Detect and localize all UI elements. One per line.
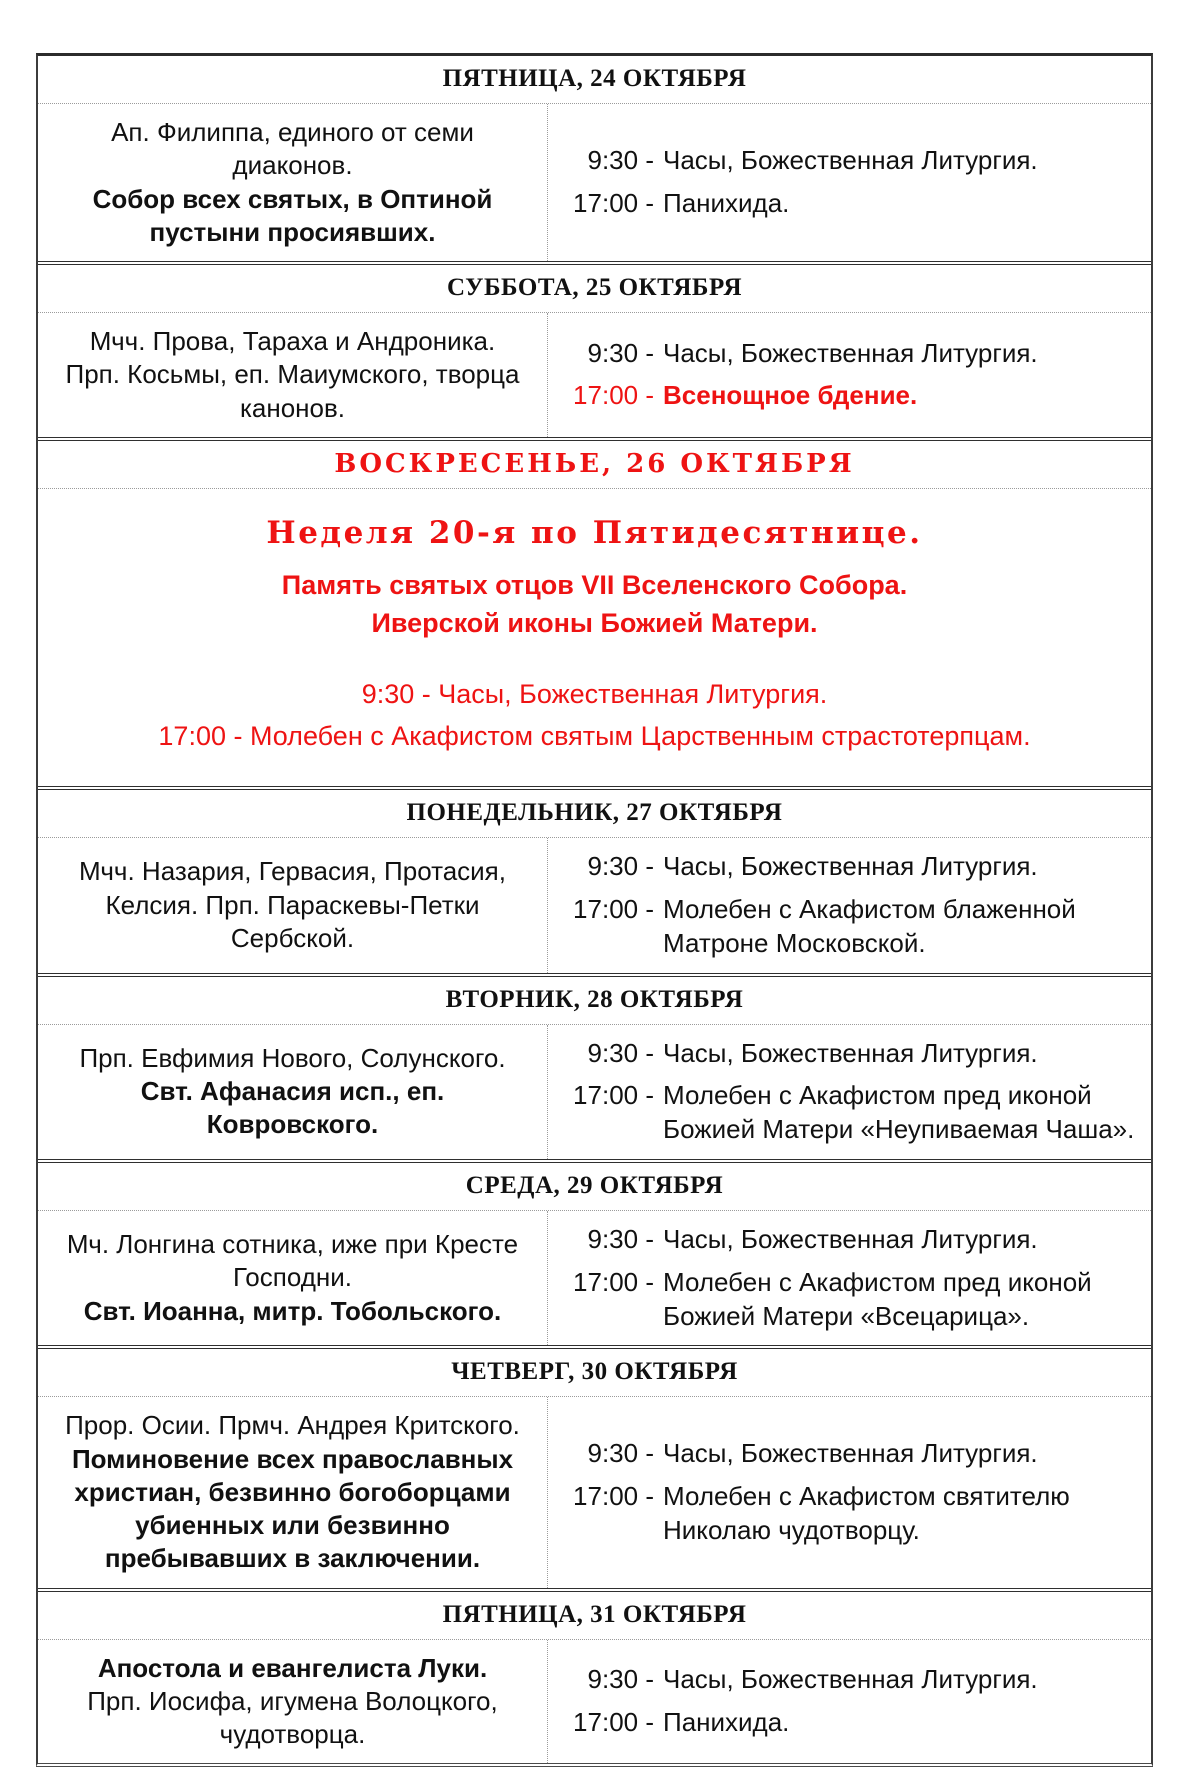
services-cell <box>548 838 1151 972</box>
sunday-body <box>38 488 1151 786</box>
service-time: 9:30 - <box>587 337 654 368</box>
feast-lines <box>50 567 1139 643</box>
saint-line: Апостола и евангелиста Луки. <box>97 1652 488 1683</box>
service-description: Часы, Божественная Литургия. <box>663 1438 1038 1469</box>
services-cell <box>548 1397 1151 1587</box>
day-body <box>38 1639 1151 1764</box>
day-body <box>38 1024 1151 1159</box>
service-description: Панихида. <box>663 1707 790 1738</box>
service-row <box>558 1663 1143 1697</box>
service-description: Часы, Божественная Литургия. <box>663 337 1038 368</box>
service-row <box>558 144 1143 178</box>
feast-title: Неделя 20-я по Пятидесятнице. <box>266 514 923 551</box>
service-description: Часы, Божественная Литургия. <box>663 1223 1038 1254</box>
service-description: Часы, Божественная Литургия. <box>663 1037 1038 1068</box>
day-body <box>38 312 1151 437</box>
services-cell <box>548 1211 1151 1345</box>
service-row <box>558 379 1143 413</box>
service-description: Панихида. <box>663 188 790 219</box>
service-description: Молебен с Акафистом блаженной Матроне Московской. <box>663 893 1076 958</box>
service-schedule-table <box>36 53 1153 1767</box>
service-time: 9:30 - <box>587 1037 654 1068</box>
saints-cell <box>38 104 548 261</box>
service-row <box>558 1079 1143 1147</box>
service-description: Часы, Божественная Литургия. <box>663 145 1038 176</box>
saint-line: Свт. Афанасия исп., еп. Ковровского. <box>140 1076 445 1140</box>
service-time: 17:00 - <box>573 893 654 924</box>
service-time: 17:00 - <box>573 1266 654 1297</box>
service-time: 17:00 - <box>573 380 654 411</box>
service-description: Молебен с Акафистом пред иконой Божией Матери «Неупиваемая Чаша». <box>663 1080 1135 1145</box>
service-time: 17:00 - <box>573 188 654 219</box>
services-cell <box>548 1640 1151 1764</box>
day-section-thursday-30 <box>38 1349 1151 1591</box>
service-time: 17:00 - <box>573 1080 654 1111</box>
saints-cell <box>38 313 548 437</box>
day-section-monday-27 <box>38 790 1151 976</box>
saint-line: Свт. Иоанна, митр. Тобольского. <box>83 1295 502 1326</box>
saint-line: Прп. Иосифа, игумена Волоцкого, чудотворца. <box>87 1685 498 1750</box>
saint-line: Ап. Филиппа, единого от семи диаконов. <box>111 117 474 181</box>
service-time: 9:30 - <box>587 1223 654 1254</box>
saints-cell <box>38 1211 548 1345</box>
day-body <box>38 837 1151 972</box>
services-cell <box>548 104 1151 261</box>
day-section-tuesday-28 <box>38 977 1151 1163</box>
sunday-service-line: 9:30 - Часы, Божественная Литургия. <box>361 679 828 710</box>
service-description: Всенощное бдение. <box>663 380 918 411</box>
service-time: 9:30 - <box>587 1664 654 1695</box>
service-time: 9:30 - <box>587 851 654 882</box>
sunday-services <box>50 674 1139 758</box>
service-row <box>558 1706 1143 1740</box>
day-header: ПЯТНИЦА, 24 ОКТЯБРЯ <box>442 65 747 92</box>
service-time: 17:00 - <box>573 1707 654 1738</box>
day-section-friday-24 <box>38 56 1151 265</box>
saints-cell <box>38 838 548 972</box>
day-header: СУББОТА, 25 ОКТЯБРЯ <box>446 274 743 302</box>
service-row <box>558 1437 1143 1471</box>
services-cell <box>548 1025 1151 1159</box>
service-row <box>558 187 1143 221</box>
sunday-day-header: ВОСКРЕСЕНЬЕ, 26 ОКТЯБРЯ <box>334 448 855 479</box>
service-row <box>558 850 1143 884</box>
day-header: СРЕДА, 29 ОКТЯБРЯ <box>465 1171 724 1199</box>
saint-line: Мчч. Назария, Гервасия, Протасия, Келсия. Прп. Параскевы-Петки Сербской. <box>79 856 506 953</box>
service-description: Часы, Божественная Литургия. <box>663 851 1038 882</box>
saint-line: Мч. Лонгина сотника, иже при Кресте Господни. <box>66 1229 519 1293</box>
service-description: Молебен с Акафистом святителю Николаю чудотворцу. <box>663 1481 1070 1545</box>
day-header: ПОНЕДЕЛЬНИК, 27 ОКТЯБРЯ <box>406 799 783 827</box>
service-row <box>558 1223 1143 1257</box>
service-row <box>558 1266 1143 1334</box>
day-header: ЧЕТВЕРГ, 30 ОКТЯБРЯ <box>451 1358 738 1386</box>
service-row <box>558 1037 1143 1071</box>
saint-line: Поминовение всех православных христиан, безвинно богоборцами убиенных или безвинно пребывавших в заключении. <box>71 1443 514 1574</box>
services-cell <box>548 313 1151 437</box>
feast-line: Иверской иконы Божией Матери. <box>371 607 818 638</box>
saints-cell <box>38 1640 548 1764</box>
day-section-wednesday-29 <box>38 1163 1151 1349</box>
service-row <box>558 337 1143 371</box>
service-description: Часы, Божественная Литургия. <box>663 1664 1038 1695</box>
day-header: ПЯТНИЦА, 31 ОКТЯБРЯ <box>442 1600 747 1628</box>
saints-cell <box>38 1025 548 1159</box>
day-section-saturday-25 <box>38 265 1151 441</box>
day-body <box>38 1210 1151 1345</box>
service-time: 9:30 - <box>587 145 654 176</box>
saints-cell <box>38 1397 548 1587</box>
saint-line: Прп. Косьмы, еп. Маиумского, творца канонов. <box>65 359 520 423</box>
day-header: ВТОРНИК, 28 ОКТЯБРЯ <box>445 985 744 1013</box>
sunday-service-line: 17:00 - Молебен с Акафистом святым Царственным страстотерпцам. <box>158 721 1031 752</box>
service-time: 9:30 - <box>587 1438 654 1469</box>
feast-line: Память святых отцов VII Вселенского Собора. <box>281 569 908 600</box>
service-time: 17:00 - <box>573 1481 654 1512</box>
saint-line: Прор. Осии. Прмч. Андрея Критского. <box>65 1410 520 1441</box>
service-row <box>558 893 1143 961</box>
day-section-sunday-26 <box>38 441 1151 790</box>
service-description: Молебен с Акафистом пред иконой Божией Матери «Всецарица». <box>663 1266 1092 1331</box>
saint-line: Собор всех святых, в Оптиной пустыни просиявших. <box>92 183 493 247</box>
day-body <box>38 1396 1151 1587</box>
day-section-friday-31 <box>38 1592 1151 1764</box>
day-body <box>38 103 1151 261</box>
saint-line: Мчч. Прова, Тараха и Андроника. <box>89 326 496 357</box>
service-row <box>558 1480 1143 1548</box>
saint-line: Прп. Евфимия Нового, Солунского. <box>79 1042 506 1073</box>
